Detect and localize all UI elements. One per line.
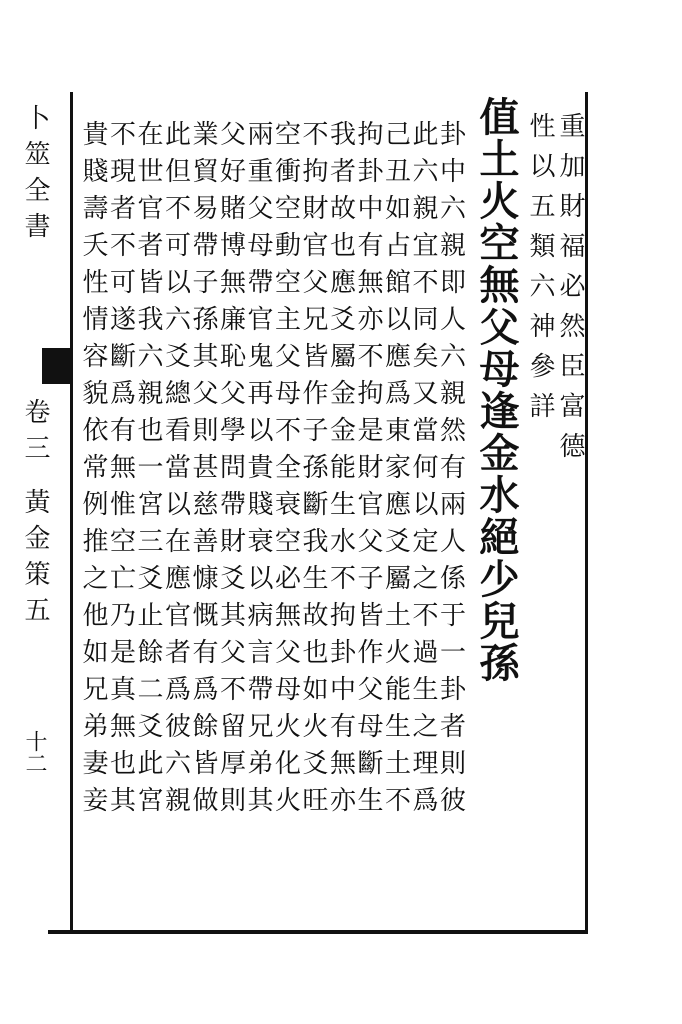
- frame-left-border: [70, 92, 73, 934]
- text-column-11: 兩重父母帶官鬼再以貴賤衰以病言帶兄弟其: [243, 120, 273, 823]
- text-column-1: 重加財福必然臣富德: [555, 112, 585, 472]
- text-column-17: 貴賤壽夭性情容貌依常例推之他如兄弟妻妾: [78, 120, 108, 823]
- text-column-8: 我者故也應爻屬金金能生水不拘卦中有無亦: [325, 120, 356, 823]
- text-column-14: 此但不可以六爻總看當以在應官者爲彼六親: [160, 120, 191, 823]
- margin-section-title: 卷三 黃金策五: [20, 398, 50, 633]
- frame-bottom-border: [48, 930, 588, 934]
- margin-book-title: 卜筮全書: [20, 104, 50, 248]
- text-column-12: 父好賭博無廉恥父學問帶財爻其父不留厚則: [215, 120, 246, 823]
- text-column-9: 不拘財官父兄皆作子孫斷我生故也如火爻旺: [298, 120, 328, 823]
- text-column-16: 不現者不可遂斷爲有無惟空亡乃是真無也其: [105, 120, 136, 823]
- text-column-6: 己丑如占館以應爲東家應爻屬土火能生土不: [380, 120, 411, 823]
- frame-right-border: [585, 92, 588, 934]
- margin-black-mark: [42, 348, 70, 384]
- text-column-3: 值土火空無父母逢金水絕少兒孫: [473, 96, 520, 684]
- text-column-13: 業貿易帶子孫其父則甚慈善慷慨有爲餘皆做: [188, 120, 218, 823]
- text-column-7: 拘卦中有無亦不拘是財官父子皆作父母斷生: [353, 120, 383, 823]
- text-column-10: 空衝空動空主父母不全衰空必無父母火化火: [270, 120, 301, 823]
- text-column-4: 卦中六親即人六親然有兩人係于一卦者則彼: [435, 120, 466, 823]
- margin-folio-number: 十二: [22, 730, 47, 774]
- text-column-2: 性以五類六神參詳: [525, 112, 555, 432]
- text-column-5: 此六親宜不同矣又當何以定之不過生之理爲: [408, 120, 438, 823]
- text-column-15: 在世官者皆我六親也一宮三爻止餘二爻此宮: [133, 120, 163, 823]
